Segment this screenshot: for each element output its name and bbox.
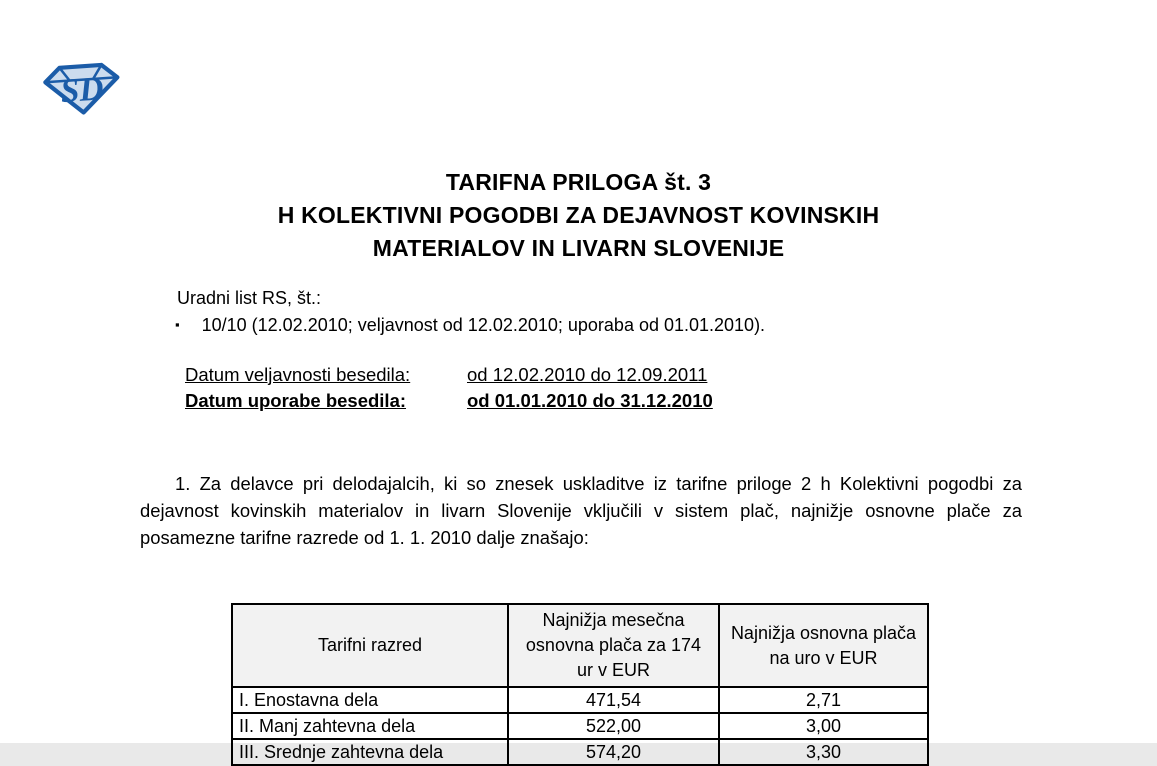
table-row: [232, 713, 928, 739]
gazette-label: Uradni list RS, št.:: [177, 288, 322, 308]
title-line-3: MATERIALOV IN LIVARN SLOVENIJE: [372, 235, 785, 261]
validity-row: [185, 362, 713, 388]
svg-text:SD: SD: [59, 70, 105, 111]
row-1-class: I. Enostavna dela: [232, 687, 508, 713]
wage-table: [231, 603, 929, 766]
row-3-class: III. Srednje zahtevna dela: [232, 739, 508, 765]
intro-paragraph: 1. Za delavce pri delodajalcih, ki so znesek uskladitve iz tarifne priloge 2 h Kolektivni pogodbi za dejavnost kovinskih materialov in livarn Slovenije vključili v sistem plač, najnižje osnovne plače za posamezne tarifne razrede od 1. 1. 2010 dalje znašajo:: [140, 473, 1022, 548]
gazette-list-item: [175, 315, 765, 336]
title-line-1: TARIFNA PRILOGA št. 3: [445, 169, 712, 195]
row-3-monthly: 574,20: [508, 739, 719, 765]
header-hourly-wage: Najnižja osnovna plača na uro v EUR: [719, 604, 928, 687]
validity-label: Datum veljavnosti besedila:: [185, 364, 411, 385]
table-header-row: [232, 604, 928, 687]
validity-value: od 12.02.2010 do 12.09.2011: [467, 364, 708, 385]
diamond-gem-icon: [40, 62, 124, 116]
usage-label: Datum uporabe besedila:: [185, 390, 407, 411]
header-tarifni-razred: Tarifni razred: [232, 604, 508, 687]
gazette-item-text: 10/10 (12.02.2010; veljavnost od 12.02.2010; uporaba od 01.01.2010).: [201, 315, 766, 335]
usage-row: [185, 388, 713, 414]
row-1-hourly: 2,71: [719, 687, 928, 713]
table-row: [232, 739, 928, 765]
row-2-class: II. Manj zahtevna dela: [232, 713, 508, 739]
usage-value: od 01.01.2010 do 31.12.2010: [467, 390, 713, 411]
row-2-hourly: 3,00: [719, 713, 928, 739]
sd-diamond-logo: [40, 62, 124, 116]
square-bullet-icon: ▪: [175, 317, 180, 332]
title-line-2: H KOLEKTIVNI POGODBI ZA DEJAVNOST KOVINSKIH: [277, 202, 880, 228]
validity-dates-block: [185, 362, 713, 414]
document-title: [0, 166, 1157, 265]
table-row: [232, 687, 928, 713]
row-3-hourly: 3,30: [719, 739, 928, 765]
header-monthly-wage: Najnižja mesečna osnovna plača za 174 ur v EUR: [508, 604, 719, 687]
row-2-monthly: 522,00: [508, 713, 719, 739]
row-1-monthly: 471,54: [508, 687, 719, 713]
